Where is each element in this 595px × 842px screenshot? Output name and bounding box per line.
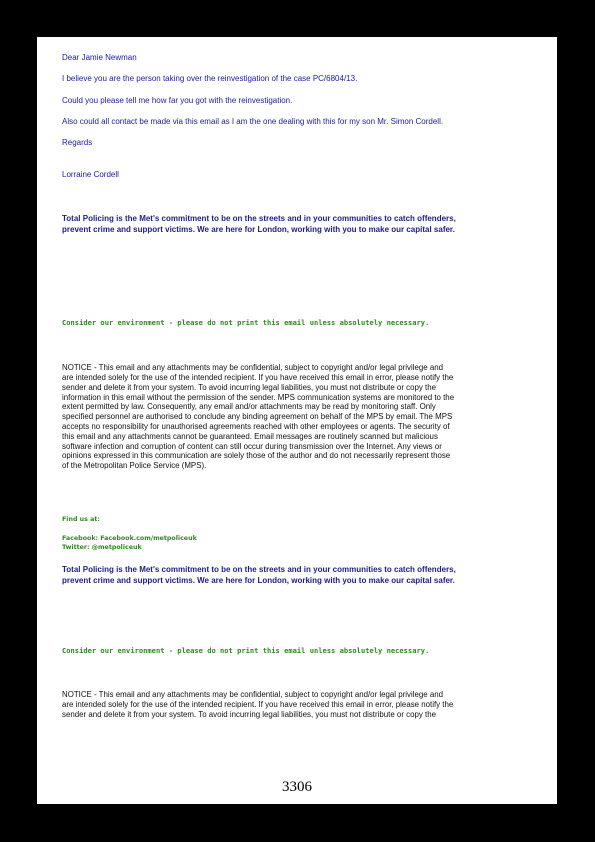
page-number: 3306 [282, 779, 312, 795]
twitter-link[interactable]: Twitter: @metpoliceuk [62, 544, 142, 551]
legal-notice-line: information in this email without the permission of the sender. MPS communication systems are monitored to the [62, 393, 455, 402]
legal-notice-line: software infection and corruption of content can still occur during transmission over the Internet. Any views or [62, 442, 442, 451]
legal-notice-line: sender and delete it from your system. To avoid incurring legal liabilities, you must not distribute or copy the [62, 383, 436, 392]
policing-statement-line-2: prevent crime and support victims. We are here for London, working with you to make our capital safer. [62, 576, 455, 585]
policing-statement-line-1: Total Policing is the Met's commitment to be on the streets and in your communities to catch offenders, [62, 565, 456, 574]
environment-notice: Consider our environment - please do not print this email unless absolutely necessary. [62, 318, 430, 327]
policing-statement-line-2: prevent crime and support victims. We are here for London, working with you to make our capital safer. [62, 225, 455, 234]
legal-notice-line: NOTICE - This email and any attachments may be confidential, subject to copyright and/or legal privilege and [62, 363, 443, 372]
email-salutation: Dear Jamie Newman [62, 53, 137, 62]
find-us-heading: Find us at: [62, 516, 100, 523]
email-signature: Lorraine Cordell [62, 170, 119, 179]
legal-notice-line: are intended solely for the use of the intended recipient. If you have received this email in error, please notify the [62, 700, 454, 709]
environment-notice: Consider our environment - please do not print this email unless absolutely necessary. [62, 646, 430, 655]
document-page [37, 37, 557, 804]
legal-notice-line: specified personnel are authorised to conclude any binding agreement on behalf of the MPS by email. The MPS [62, 412, 453, 421]
legal-notice-line: extent permitted by law. Consequently, any email and/or attachments may be read by monitoring staff. Only [62, 402, 436, 411]
email-paragraph-2: Could you please tell me how far you got with the reinvestigation. [62, 96, 293, 105]
legal-notice-line: accepts no responsibility for unauthorised agreements reached with other employees or agents. The security of [62, 422, 450, 431]
legal-notice-line: NOTICE - This email and any attachments may be confidential, subject to copyright and/or legal privilege and [62, 690, 443, 699]
legal-notice-line: sender and delete it from your system. To avoid incurring legal liabilities, you must not distribute or copy the [62, 710, 436, 719]
legal-notice-line: this email and any attachments cannot be guaranteed. Email messages are routinely scanned but malicious [62, 432, 438, 441]
facebook-link[interactable]: Facebook: Facebook.com/metpoliceuk [62, 535, 197, 542]
policing-statement-line-1: Total Policing is the Met's commitment to be on the streets and in your communities to catch offenders, [62, 214, 456, 223]
legal-notice-line: opinions expressed in this communication are solely those of the author and do not necessarily represent those [62, 451, 451, 460]
email-paragraph-3: Also could all contact be made via this email as I am the one dealing with this for my son Mr. Simon Cordell. [62, 117, 444, 126]
legal-notice-line: are intended solely for the use of the intended recipient. If you have received this email in error, please notify the [62, 373, 454, 382]
legal-notice-line: of the Metropolitan Police Service (MPS). [62, 461, 207, 470]
email-paragraph-1: I believe you are the person taking over the reinvestigation of the case PC/6804/13. [62, 74, 358, 83]
email-closing: Regards [62, 138, 93, 147]
